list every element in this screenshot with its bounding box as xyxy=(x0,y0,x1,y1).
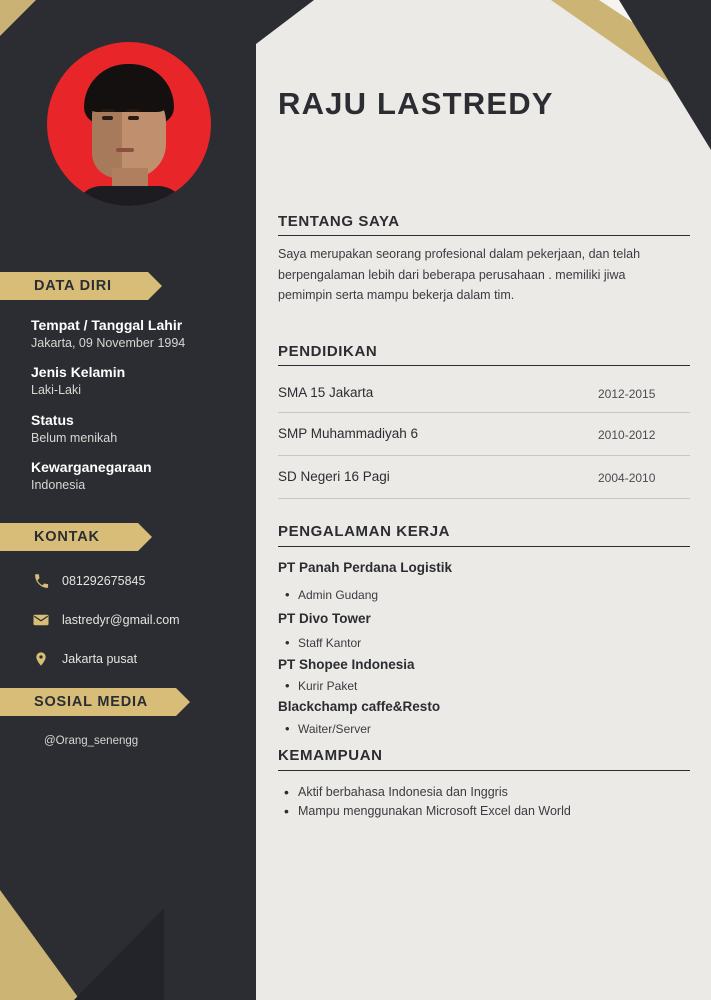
education-row xyxy=(278,385,690,400)
header-shape-left-dark xyxy=(256,0,314,44)
list-item xyxy=(31,411,241,447)
contact-location-text: Jakarta pusat xyxy=(62,652,138,666)
shirt-shape xyxy=(74,186,186,206)
section-heading-data-diri xyxy=(0,272,148,300)
education-row xyxy=(278,426,690,441)
contact-list xyxy=(30,570,245,687)
page-title: RAJU LASTREDY xyxy=(278,86,554,121)
section-heading-sosial-media-label: SOSIAL MEDIA xyxy=(34,694,149,710)
skill-item: • Aktif berbahasa Indonesia dan Inggris xyxy=(298,785,508,799)
experience-role: • Admin Gudang xyxy=(298,588,378,602)
phone-icon xyxy=(30,570,52,592)
section-heading-kontak-label: KONTAK xyxy=(34,529,100,545)
detail-value: Indonesia xyxy=(31,478,86,493)
section-divider-skills xyxy=(278,770,690,771)
education-divider xyxy=(278,412,690,413)
experience-role: • Staff Kantor xyxy=(298,636,361,650)
contact-email[interactable] xyxy=(30,609,245,631)
section-divider-experience xyxy=(278,546,690,547)
section-heading-experience: PENGALAMAN KERJA xyxy=(278,523,451,540)
avatar xyxy=(47,42,211,206)
education-school: SD Negeri 16 Pagi xyxy=(278,469,390,484)
experience-company: PT Divo Tower xyxy=(278,611,371,626)
detail-value: Belum menikah xyxy=(31,430,118,445)
section-heading-education: PENDIDIKAN xyxy=(278,343,378,360)
social-handle[interactable]: @Orang_senengg xyxy=(44,735,139,747)
list-item xyxy=(31,316,241,352)
skill-item: • Mampu menggunakan Microsoft Excel dan World xyxy=(298,804,571,818)
corner-accent-dark-bottom xyxy=(74,908,164,1000)
portrait-illustration xyxy=(70,64,188,206)
about-text: Saya merupakan seorang profesional dalam pekerjaan, dan telah berpengalaman lebih dari beberapa perusahaan . memiliki jiwa pemimpin serta mampu bekerja dalam tim. xyxy=(278,247,641,303)
education-year: 2012-2015 xyxy=(598,387,656,401)
detail-label: Kewarganegaraan xyxy=(31,459,152,476)
eye-left xyxy=(102,116,113,120)
personal-details-list xyxy=(31,316,241,506)
eyebrow-right xyxy=(126,109,140,112)
experience-role: • Kurir Paket xyxy=(298,679,357,693)
contact-location[interactable] xyxy=(30,648,245,670)
sidebar xyxy=(0,0,256,1000)
education-school: SMP Muhammadiyah 6 xyxy=(278,426,419,441)
fringe-shape xyxy=(87,80,171,112)
experience-company: Blackchamp caffe&Resto xyxy=(278,699,441,714)
education-divider xyxy=(278,498,690,499)
detail-value: Jakarta, 09 November 1994 xyxy=(31,335,186,350)
detail-label: Tempat / Tanggal Lahir xyxy=(31,317,183,333)
list-item xyxy=(31,363,241,399)
section-heading-sosial-media xyxy=(0,688,176,716)
education-year: 2010-2012 xyxy=(598,428,656,442)
eyebrow-left xyxy=(101,109,115,112)
section-divider-education xyxy=(278,365,690,366)
experience-company: PT Shopee Indonesia xyxy=(278,657,415,672)
contact-phone[interactable] xyxy=(30,570,245,592)
corner-accent-gold xyxy=(0,0,36,36)
education-divider xyxy=(278,455,690,456)
section-divider-about xyxy=(278,235,690,236)
list-item xyxy=(31,458,241,494)
contact-email-text: lastredyr@gmail.com xyxy=(62,613,180,627)
corner-accent-gold-bottom xyxy=(0,890,80,1000)
main-content xyxy=(256,0,711,1000)
education-row xyxy=(278,469,690,484)
mouth xyxy=(116,148,134,152)
detail-value: Laki-Laki xyxy=(31,383,82,398)
section-heading-data-diri-label: DATA DIRI xyxy=(34,278,112,294)
education-year: 2004-2010 xyxy=(598,471,656,485)
eye-right xyxy=(128,116,139,120)
section-heading-kontak xyxy=(0,523,138,551)
section-heading-skills: KEMAMPUAN xyxy=(278,747,383,764)
header-shape-dark xyxy=(619,0,711,150)
email-icon xyxy=(30,609,52,631)
section-heading-about: TENTANG SAYA xyxy=(278,213,400,230)
detail-label: Status xyxy=(31,411,74,428)
contact-phone-text: 081292675845 xyxy=(62,574,146,588)
experience-company: PT Panah Perdana Logistik xyxy=(278,560,453,575)
detail-label: Jenis Kelamin xyxy=(31,364,126,381)
location-pin-icon xyxy=(30,648,52,670)
education-school: SMA 15 Jakarta xyxy=(278,385,374,400)
experience-role: • Waiter/Server xyxy=(298,722,371,736)
